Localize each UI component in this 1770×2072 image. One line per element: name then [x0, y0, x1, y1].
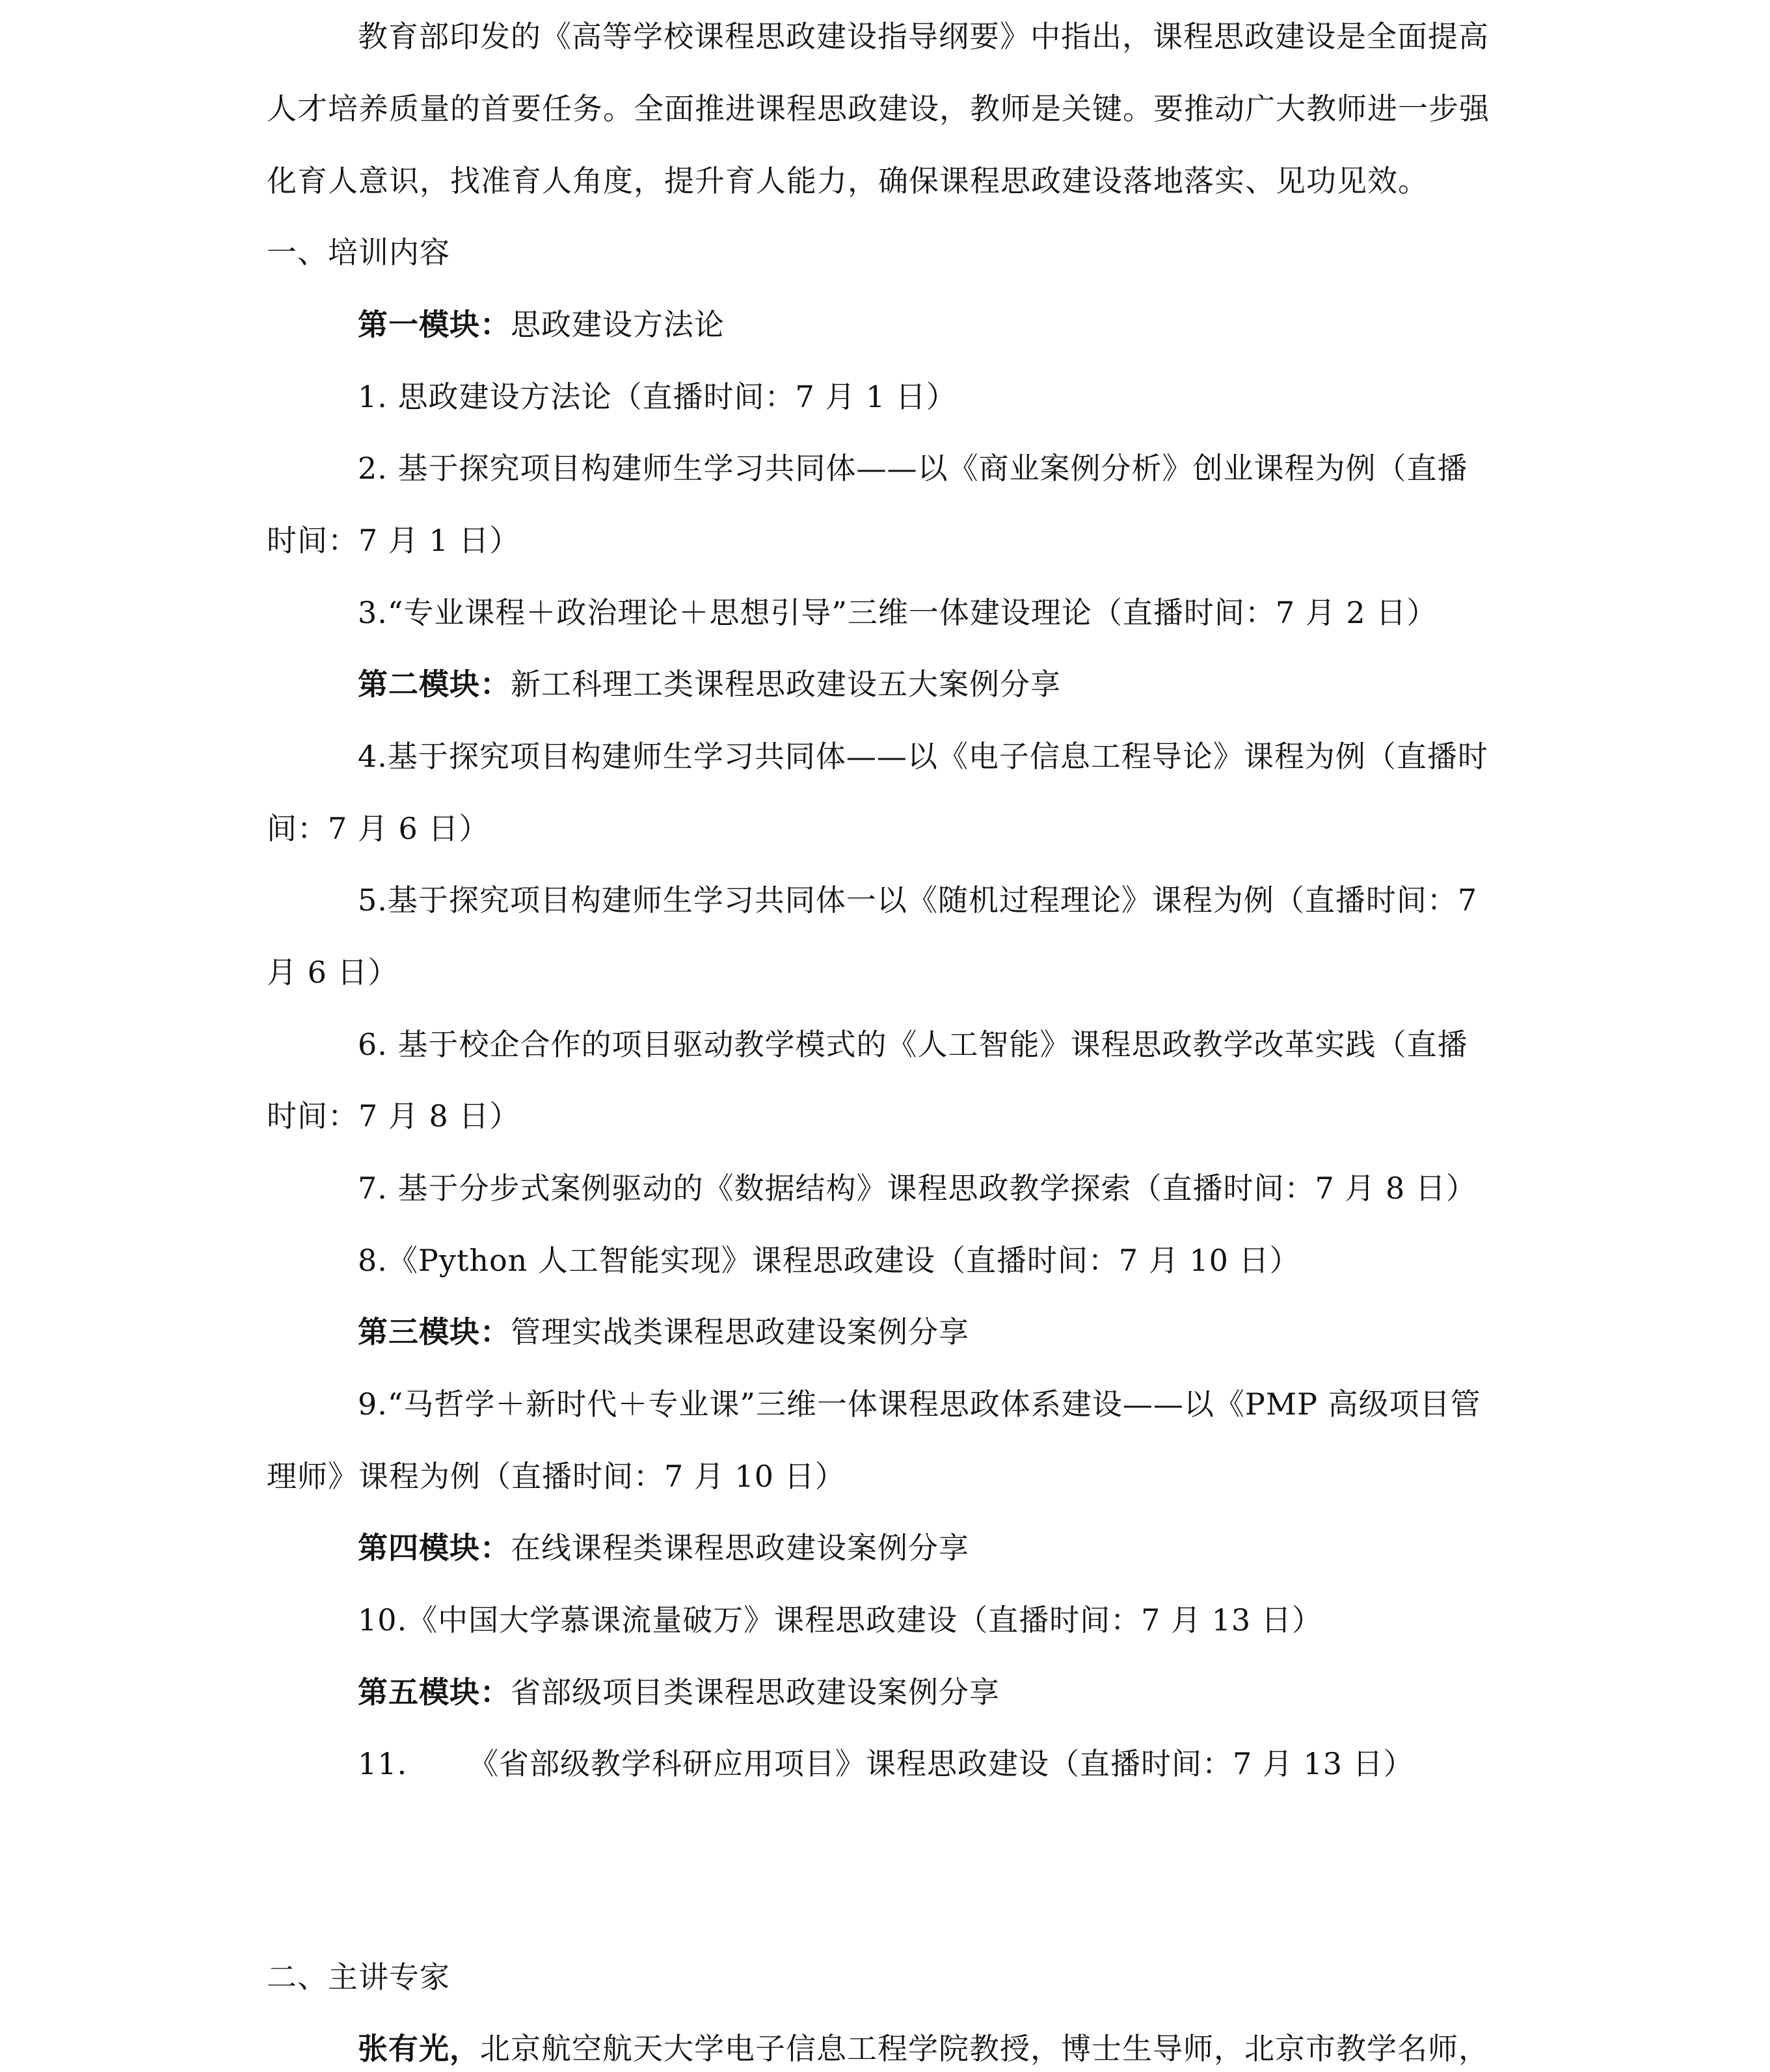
- module-2-heading: [358, 665, 1061, 704]
- intro-line-1: 教育部印发的《高等学校课程思政建设指导纲要》中指出，课程思政建设是全面提高: [358, 19, 1489, 54]
- expert-description: 北京航空航天大学电子信息工程学院教授，博士生导师，北京市教学名师，: [480, 2031, 1489, 2066]
- intro-line-2: 人才培养质量的首要任务。全面推进课程思政建设，教师是关键。要推动广大教师进一步强: [267, 91, 1490, 126]
- list-item-11: [358, 1744, 1414, 1783]
- module-5-heading: [358, 1673, 1000, 1712]
- list-item-10: 10.《中国大学慕课流量破万》课程思政建设（直播时间：7 月 13 日）: [358, 1602, 1322, 1638]
- module-2-label: 第二模块：: [358, 667, 511, 702]
- expert-name: 张有光，: [358, 2031, 480, 2066]
- list-item-5-line-2: 月 6 日）: [267, 955, 399, 990]
- list-item-2-line-1: 2. 基于探究项目构建师生学习共同体——以《商业案例分析》创业课程为例（直播: [358, 451, 1468, 486]
- list-item-8: 8.《Python 人工智能实现》课程思政建设（直播时间：7 月 10 日）: [358, 1243, 1300, 1278]
- module-1-label: 第一模块：: [358, 307, 511, 342]
- module-5-title: 省部级项目类课程思政建设案例分享: [511, 1675, 1000, 1710]
- list-item-9-line-2: 理师》课程为例（直播时间：7 月 10 日）: [267, 1459, 846, 1494]
- list-item-4-line-1: 4.基于探究项目构建师生学习共同体——以《电子信息工程导论》课程为例（直播时: [358, 739, 1488, 774]
- list-item-3: 3.“专业课程＋政治理论＋思想引导”三维一体建设理论（直播时间：7 月 2 日）: [358, 595, 1438, 630]
- list-item-7: 7. 基于分步式案例驱动的《数据结构》课程思政教学探索（直播时间：7 月 8 日）: [358, 1171, 1477, 1206]
- module-2-title: 新工科理工类课程思政建设五大案例分享: [511, 667, 1061, 702]
- list-item-6-line-2: 时间：7 月 8 日）: [267, 1098, 520, 1134]
- module-3-label: 第三模块：: [358, 1314, 511, 1349]
- module-5-label: 第五模块：: [358, 1675, 511, 1710]
- section-heading-experts: 二、主讲专家: [267, 1959, 450, 1995]
- list-item-6-line-1: 6. 基于校企合作的项目驱动教学模式的《人工智能》课程思政教学改革实践（直播: [358, 1027, 1468, 1062]
- section-heading-training-content: 一、培训内容: [267, 235, 450, 270]
- intro-line-3: 化育人意识，找准育人角度，提升育人能力，确保课程思政建设落地落实、见功见效。: [267, 163, 1428, 198]
- list-item-11-number: 11.: [358, 1746, 408, 1781]
- module-1-heading: [358, 305, 725, 344]
- module-3-heading: [358, 1312, 969, 1351]
- module-1-title: 思政建设方法论: [511, 307, 725, 342]
- list-item-11-text: 《省部级教学科研应用项目》课程思政建设（直播时间：7 月 13 日）: [468, 1746, 1414, 1781]
- module-4-label: 第四模块：: [358, 1530, 511, 1565]
- expert-intro: [358, 2029, 1489, 2068]
- module-4-title: 在线课程类课程思政建设案例分享: [511, 1530, 969, 1565]
- list-item-5-line-1: 5.基于探究项目构建师生学习共同体一以《随机过程理论》课程为例（直播时间：7: [358, 883, 1478, 918]
- list-item-2-line-2: 时间：7 月 1 日）: [267, 523, 520, 558]
- list-item-9-line-1: 9.“马哲学＋新时代＋专业课”三维一体课程思政体系建设——以《PMP 高级项目管: [358, 1387, 1481, 1422]
- module-3-title: 管理实战类课程思政建设案例分享: [511, 1314, 969, 1349]
- list-item-4-line-2: 间：7 月 6 日）: [267, 811, 490, 846]
- module-4-heading: [358, 1528, 969, 1567]
- list-item-1: 1. 思政建设方法论（直播时间：7 月 1 日）: [358, 379, 957, 414]
